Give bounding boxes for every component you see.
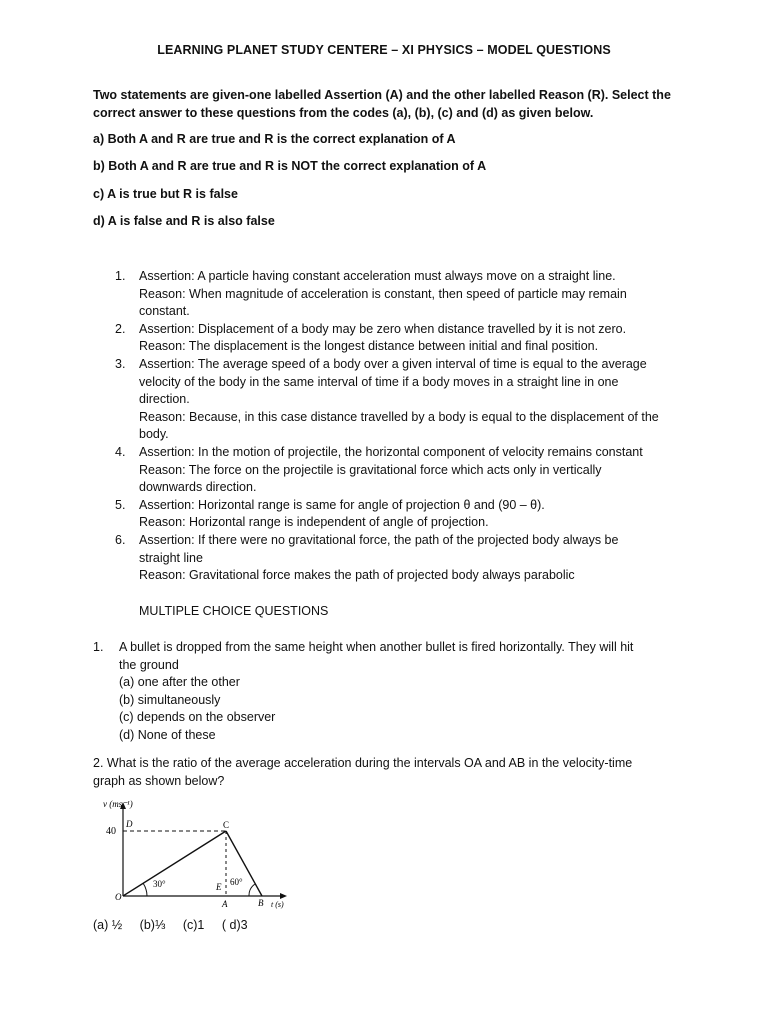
angle-arc-30	[143, 883, 147, 896]
item-line: Assertion: Displacement of a body may be zero when distance travelled by it is not zero.	[139, 321, 627, 336]
line-oc	[123, 831, 226, 896]
item-line: Reason: Because, in this case distance travelled by a body is equal to the displacement of the	[139, 409, 659, 424]
instructions	[93, 87, 683, 122]
assertion-item	[115, 532, 685, 585]
item-number: 5.	[115, 497, 126, 512]
instructions-line: correct answer to these questions from the codes (a), (b), (c) and (d) as given below.	[93, 105, 594, 120]
question-2-options	[93, 918, 262, 932]
option-c: (c) depends on the observer	[119, 710, 276, 725]
x-axis-label: t (s)	[271, 900, 284, 909]
item-number: 1.	[115, 269, 126, 283]
item-line: Assertion: A particle having constant acceleration must always move on a straight line.	[139, 269, 616, 283]
option-a: (a) one after the other	[119, 675, 240, 690]
mcq-heading: MULTIPLE CHOICE QUESTIONS	[139, 604, 329, 618]
item-line: Assertion: In the motion of projectile, the horizontal component of velocity remains constant	[139, 444, 643, 459]
option-d: (d) None of these	[119, 727, 216, 742]
question-line: 2. What is the ratio of the average acceleration during the intervals OA and AB in the velocity-time	[93, 756, 633, 770]
answer-code-a: a) Both A and R are true and R is the correct explanation of A	[93, 132, 456, 146]
item-line: downwards direction.	[139, 480, 257, 495]
point-label-o: O	[115, 892, 122, 902]
answer-code-c: c) A is true but R is false	[93, 187, 238, 201]
item-number: 3.	[115, 356, 126, 371]
assertion-item	[115, 497, 685, 532]
question-line: graph as shown below?	[93, 773, 225, 788]
assertion-item	[115, 356, 685, 444]
item-line: Reason: Gravitational force makes the path of projected body always parabolic	[139, 568, 575, 583]
question-line: the ground	[119, 657, 179, 672]
question-1	[93, 639, 683, 745]
item-line: Reason: The displacement is the longest distance between initial and final position.	[139, 339, 599, 354]
item-line: Reason: Horizontal range is independent of angle of projection.	[139, 515, 489, 530]
point-label-a: A	[222, 899, 228, 909]
option-c: (c)1	[182, 918, 205, 932]
option-a: (a) ½	[93, 918, 123, 932]
point-label-d: D	[126, 819, 133, 829]
item-line: Assertion: Horizontal range is same for angle of projection θ and (90 – θ).	[139, 497, 545, 512]
option-d: ( d)3	[221, 918, 248, 932]
item-number: 2.	[115, 321, 126, 336]
item-line: Assertion: The average speed of a body over a given interval of time is equal to the average	[139, 356, 647, 371]
item-line: Reason: When magnitude of acceleration is constant, then speed of particle may remain	[139, 286, 627, 301]
answer-code-d: d) A is false and R is also false	[93, 214, 275, 228]
y-axis-label: v (ms⁻¹)	[103, 799, 133, 809]
option-b: (b)⅓	[139, 918, 166, 932]
page-title: LEARNING PLANET STUDY CENTERE – XI PHYSICS – MODEL QUESTIONS	[157, 43, 611, 57]
question-line: A bullet is dropped from the same height when another bullet is fired horizontally. They will hit	[119, 640, 634, 654]
point-label-c: C	[223, 820, 230, 830]
assertion-item	[115, 321, 685, 356]
assertion-reason-list	[115, 268, 685, 585]
question-number: 1.	[93, 640, 104, 654]
item-line: velocity of the body in the same interval of time if a body moves in a straight line in one	[139, 374, 619, 389]
item-number: 4.	[115, 444, 126, 459]
item-line: constant.	[139, 304, 190, 319]
item-line: Reason: The force on the projectile is gravitational force which acts only in vertically	[139, 462, 602, 477]
velocity-time-graph	[95, 796, 295, 911]
x-axis-arrow	[280, 893, 287, 899]
assertion-item	[115, 268, 685, 321]
instructions-line: Two statements are given-one labelled Assertion (A) and the other labelled Reason (R). Select the	[93, 88, 671, 102]
point-label-b: B	[258, 898, 264, 908]
item-line: straight line	[139, 550, 203, 565]
y-tick-label: 40	[106, 826, 116, 837]
item-number: 6.	[115, 532, 126, 547]
question-2	[93, 755, 683, 790]
option-b: (b) simultaneously	[119, 692, 221, 707]
angle-arc-60	[249, 884, 255, 896]
item-line: body.	[139, 427, 169, 442]
item-line: direction.	[139, 392, 190, 407]
angle-label-30: 30°	[153, 879, 166, 889]
assertion-item	[115, 444, 685, 497]
angle-label-60: 60°	[230, 877, 243, 887]
point-label-e: E	[216, 882, 222, 892]
answer-code-b: b) Both A and R are true and R is NOT the correct explanation of A	[93, 159, 487, 173]
item-line: Assertion: If there were no gravitational force, the path of the projected body always be	[139, 532, 619, 547]
